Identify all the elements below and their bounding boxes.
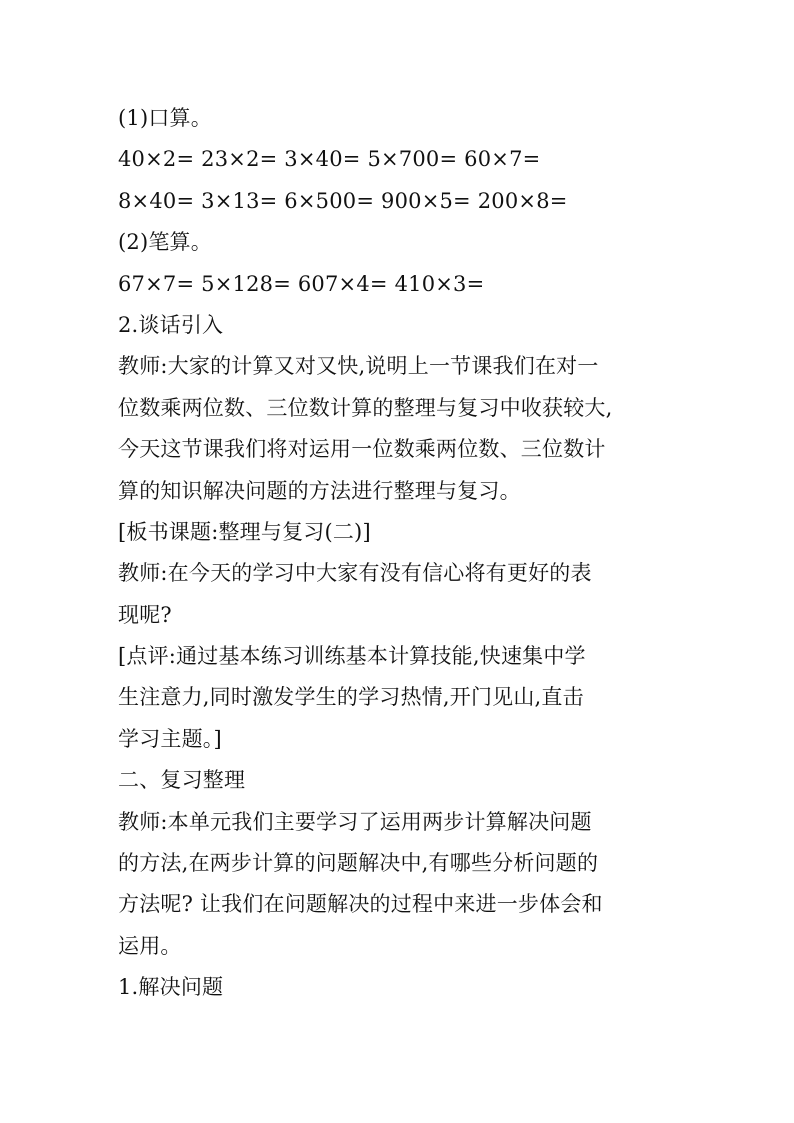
paragraph-line: 的方法,在两步计算的问题解决中,有哪些分析问题的 — [118, 851, 599, 876]
oral-calc-row-1: 40×2= 23×2= 3×40= 5×700= 60×7= — [118, 147, 541, 172]
paragraph-line: 教师:在今天的学习中大家有没有信心将有更好的表 — [118, 561, 592, 586]
comment-line: [点评:通过基本练习训练基本计算技能,快速集中学 — [118, 644, 586, 669]
oral-calc-row-2: 8×40= 3×13= 6×500= 900×5= 200×8= — [118, 188, 568, 213]
paragraph-line: 现呢? — [118, 602, 172, 627]
section-heading-intro: 2.谈话引入 — [118, 312, 224, 337]
paragraph-line: 教师:大家的计算又对又快,说明上一节课我们在对一 — [118, 354, 599, 379]
oral-calc-heading: (1)口算。 — [118, 106, 212, 130]
paragraph-line: 运用。 — [118, 933, 182, 958]
paragraph-line: 位数乘两位数、三位数计算的整理与复习中收获较大, — [118, 395, 613, 420]
section-heading-review: 二、复习整理 — [118, 768, 246, 793]
document-body — [118, 98, 678, 1009]
paragraph-line: 方法呢? 让我们在问题解决的过程中来进一步体会和 — [118, 892, 603, 917]
board-title-note: [板书课题:整理与复习(二)] — [118, 519, 371, 544]
paragraph-line: 教师:本单元我们主要学习了运用两步计算解决问题 — [118, 809, 592, 834]
paragraph-line: 算的知识解决问题的方法进行整理与复习。 — [118, 478, 521, 503]
comment-line: 学习主题。] — [118, 726, 222, 751]
subsection-heading: 1.解决问题 — [118, 975, 224, 1000]
written-calc-heading: (2)笔算。 — [118, 230, 212, 255]
written-calc-row: 67×7= 5×128= 607×4= 410×3= — [118, 271, 485, 296]
paragraph-line: 今天这节课我们将对运用一位数乘两位数、三位数计 — [118, 437, 606, 462]
comment-line: 生注意力,同时激发学生的学习热情,开门见山,直击 — [118, 685, 584, 710]
